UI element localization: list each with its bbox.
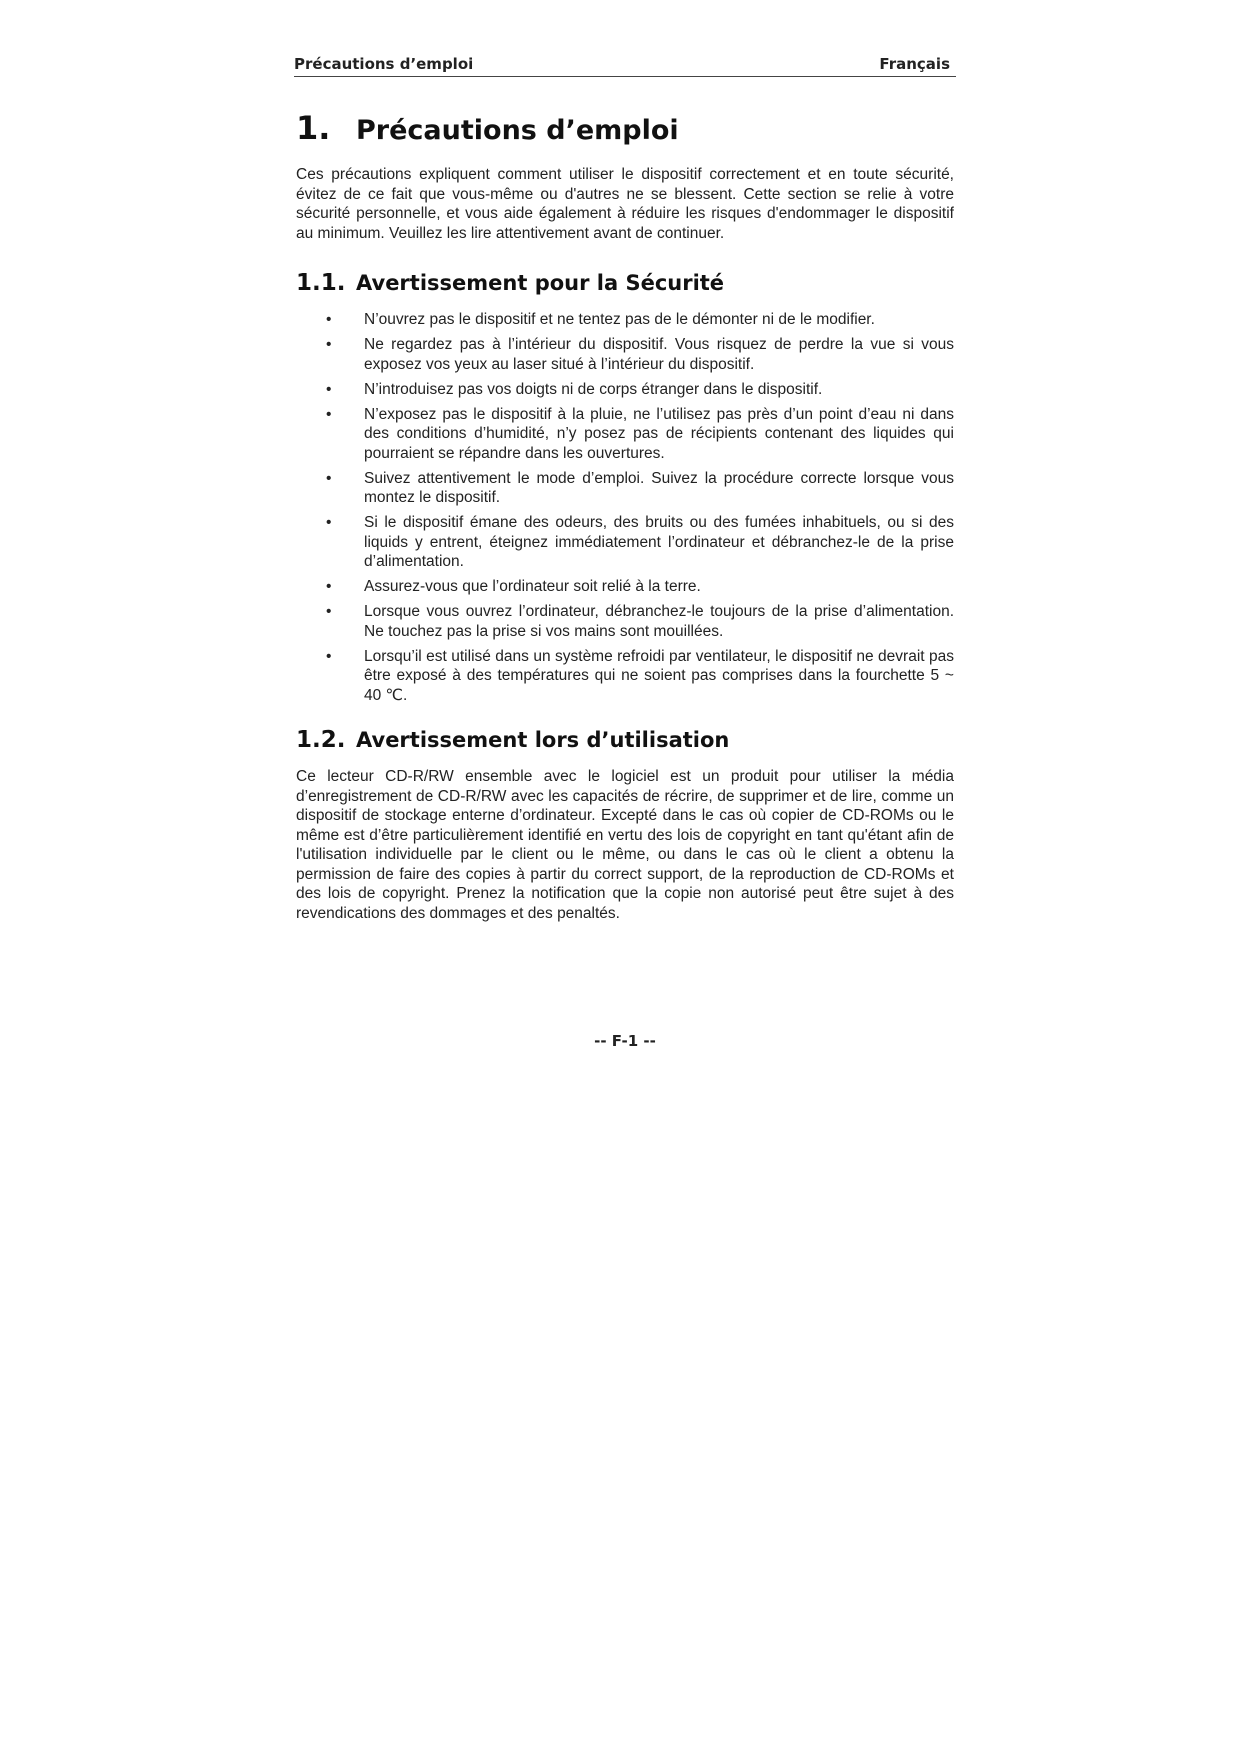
- bullet-icon: •: [326, 405, 332, 423]
- section-1-2-title: Avertissement lors d’utilisation: [356, 728, 730, 752]
- bullet-icon: •: [326, 514, 332, 531]
- list-item-text: Assurez-vous que l’ordinateur soit relié à la terre.: [364, 578, 701, 595]
- section-1-heading: [296, 109, 954, 147]
- list-item: [296, 602, 954, 641]
- list-item-text: Lorsqu’il est utilisé dans un système refroidi par ventilateur, le dispositif ne devrait pas être exposé à des températures qui ne soient pas comprises dans la fourchette 5 ~ 40 ℃.: [364, 647, 954, 704]
- section-1-1-number: 1.1.: [296, 270, 346, 296]
- bullet-icon: •: [326, 578, 332, 595]
- header-language: Français: [879, 55, 950, 73]
- bullet-icon: •: [326, 336, 332, 353]
- section-1-intro: Ces précautions expliquent comment utiliser le dispositif correctement et en toute sécurité, évitez de ce fait que vous-même ou d'autres ne se blessent. Cette section se relie à votre sécurité personnelle, et vous aide également à réduire les risques d'endommager le dispositif au minimum. Veuillez les lire attentivement avant de continuer.: [296, 166, 954, 242]
- safety-warning-list: [296, 310, 954, 705]
- bullet-icon: •: [326, 603, 332, 620]
- list-item-text: N’ouvrez pas le dispositif et ne tentez pas de le démonter ni de le modifier.: [364, 311, 875, 328]
- document-page: [294, 55, 954, 1050]
- list-item-text: Si le dispositif émane des odeurs, des bruits ou des fumées inhabituels, ou si des liquids y entrent, éteignez immédiatement l’ordinateur et débranchez-le de la prise d’alimentation.: [364, 514, 954, 570]
- list-item-text: Lorsque vous ouvrez l’ordinateur, débranchez-le toujours de la prise d’alimentation. Ne touchez pas la prise si vos mains sont mouillées.: [364, 603, 954, 640]
- list-item: [296, 380, 954, 400]
- running-header: [294, 55, 956, 77]
- list-item-text: N’introduisez pas vos doigts ni de corps étranger dans le dispositif.: [364, 380, 823, 398]
- bullet-icon: •: [326, 647, 332, 665]
- list-item: [296, 513, 954, 572]
- section-1-1-title: Avertissement pour la Sécurité: [356, 271, 725, 295]
- section-1-2-text: Ce lecteur CD-R/RW ensemble avec le logiciel est un produit pour utiliser la média d’enregistrement de CD-R/RW avec les capacités de récrire, de supprimer et de lire, comme un dispositif de stockage enterne d’ordinateur. Excepté dans le cas où copier de CD-ROMs ou le même est d’être particulièrement identifié en vertu des lois de copyright en tant qu'étant afin de l'utilisation individuelle par le client ou le même, ou dans le cas où le client a obtenu la permission de faire des copies à partir du correct support, de la reproduction de CD-ROMs et des lois de copyright. Prenez la notification que la copie non autorisé peut être sujet à des revendications des dommages et des penaltés.: [296, 768, 954, 922]
- list-item: [296, 577, 954, 597]
- bullet-icon: •: [326, 469, 332, 487]
- section-1-title: Précautions d’emploi: [356, 115, 679, 146]
- list-item: [296, 335, 954, 374]
- bullet-icon: •: [326, 380, 332, 398]
- list-item-text: Suivez attentivement le mode d’emploi. Suivez la procédure correcte lorsque vous montez le dispositif.: [364, 469, 954, 506]
- header-section-title: Précautions d’emploi: [294, 55, 474, 73]
- list-item-text: N’exposez pas le dispositif à la pluie, ne l’utilisez pas près d’un point d’eau ni dans des conditions d’humidité, n’y posez pas de récipients contenant des liquides qui pourraient se répandre dans les ouvertures.: [364, 405, 954, 462]
- page-number: -- F-1 --: [594, 1032, 656, 1050]
- section-1-2-number: 1.2.: [296, 727, 346, 753]
- list-item: [296, 310, 954, 330]
- list-item: [296, 405, 954, 464]
- bullet-icon: •: [326, 311, 332, 328]
- section-1-2-heading: [296, 727, 954, 753]
- list-item: [296, 647, 954, 706]
- section-1-number: 1.: [296, 109, 331, 147]
- list-item-text: Ne regardez pas à l’intérieur du dispositif. Vous risquez de perdre la vue si vous exposez vos yeux au laser situé à l’intérieur du dispositif.: [364, 336, 954, 373]
- list-item: [296, 469, 954, 508]
- section-1-1-heading: [296, 270, 954, 296]
